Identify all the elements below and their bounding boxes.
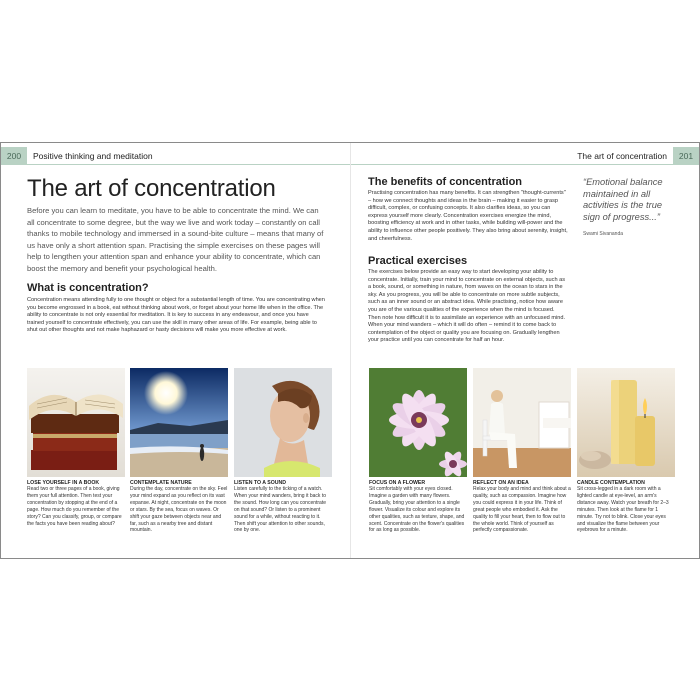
benefits-heading: The benefits of concentration	[368, 176, 523, 188]
book-photo	[27, 368, 125, 477]
tile-4-title: FOCUS ON A FLOWER	[369, 480, 426, 486]
left-page-number: 200	[1, 147, 27, 165]
nature-photo	[130, 368, 228, 477]
tile-3-text: Listen carefully to the ticking of a watch. When your mind wanders, bring it back to the sound. How long can you concentrate on that sound? Or listen to a prominent sound for a while, without reacting to it. Then shift your attention to other sounds, one by one.	[234, 486, 327, 534]
pull-quote: “Emotional balance maintained in all activities is the true sign of progress...”	[583, 177, 663, 222]
listening-photo	[234, 368, 332, 477]
left-page-header	[1, 147, 350, 165]
header-rule	[351, 164, 673, 165]
right-page-number: 201	[673, 147, 699, 165]
left-section-title: Positive thinking and meditation	[33, 151, 153, 161]
book-spread	[0, 142, 700, 559]
what-is-heading: What is concentration?	[27, 282, 149, 294]
reflect-photo	[473, 368, 571, 477]
right-section-title: The art of concentration	[577, 151, 667, 161]
tile-2-title: CONTEMPLATE NATURE	[130, 480, 192, 486]
page-gutter	[350, 143, 351, 558]
tile-6-text: Sit cross-legged in a dark room with a lighted candle at eye-level, an arm's distance away. Watch your breath for 2–3 minutes. Then look at the flame for 1 minute. Try not to blink. Close your eyes and visualize the flame between your eyebrows for a minute.	[577, 486, 669, 534]
quote-author: Swami Sivananda	[583, 231, 624, 237]
header-rule	[27, 164, 350, 165]
candle-photo	[577, 368, 675, 477]
intro-paragraph: Before you can learn to meditate, you have to be able to concentrate the mind. We can all concentrate to some degree, but the way we live and work today – constantly on call thanks to mobile technology and immersed in a sound-bite culture – means that many of us have only a short attention span. Practising the simple exercises on these pages will help to lengthen your attention span and enhance your ability to concentrate, which can boost the memory and benefit your psychological health.	[27, 206, 324, 273]
benefits-body: Practising concentration has many benefits. It can strengthen "thought-currents" – how we connect thoughts and ideas in the brain – making it easier to grasp difficult, complex, or confusing concepts. It also clarifies ideas, so you can express yourself more clearly. Concentration exercises energize the mind, boosting efficiency at work and in other tasks, while building will-power and the ability to influence other people positively. They also bring about serenity, insight, and cheerfulness.	[368, 190, 568, 242]
tile-1-title: LOSE YOURSELF IN A BOOK	[27, 480, 100, 486]
tile-3-title: LISTEN TO A SOUND	[234, 480, 286, 486]
tile-6-title: CANDLE CONTEMPLATION	[577, 480, 645, 486]
tile-4-text: Sit comfortably with your eyes closed. Imagine a garden with many flowers. Gradually, bring your attention to a single flower. Visualize its colour and explore its other qualities, such as texture, shape, and scent. Concentrate on the flower's qualities for as long as possible.	[369, 486, 465, 534]
page-title: The art of concentration	[27, 175, 276, 202]
tile-5-text: Relax your body and mind and think about a quality, such as compassion. Imagine how you could express it in your life. Think of great people who embodied it. Ask the quality to fill your heart, then to flow out to the whole world. Think of yourself as perfectly compassionate.	[473, 486, 571, 534]
flower-photo	[369, 368, 467, 477]
what-is-body: Concentration means attending fully to one thought or object for a substantial length of time. You are concentrating when you become engrossed in a book, eat without thinking about work, or forget about your home life when in the office. The ability to concentrate is not only essential for meditation. It is key to success in any endeavour, and once you have trained yourself to concentrate effectively, you can use the skill in many other areas of life. For example, being able to shut out other thoughts and not make haphazard or hasty decisions will make you more effective at work.	[27, 297, 325, 334]
tile-2-text: During the day, concentrate on the sky. Feel your mind expand as you reflect on its vast expanse. At night, concentrate on the moon or stars. By the sea, focus on waves. Or shift your gaze between objects near and far, such as a nearby tree and distant mountain.	[130, 486, 228, 534]
practical-heading: Practical exercises	[368, 255, 468, 267]
practical-body: The exercises below provide an easy way to start developing your ability to concentrate. Initially, train your mind to concentrate on external objects, such as a book, sound, or something in nature, from waves on the ocean to stars in the sky. As you progress, you will be able to concentrate on more subtle subjects, such as an inner sound or an abstract idea. While practising, notice how aware you are of the various qualities of the experience when the mind is focused. Then note how difficult it is to assimilate an experience with an unfocused mind. When your mind wanders – which it will do often – remind it to come back to contemplation of the object or quality you are focusing on. Gradually lengthen your practice until you can concentrate for half an hour.	[368, 269, 566, 344]
right-page-header	[351, 147, 699, 165]
tile-1-text: Read two or three pages of a book, giving them your full attention. Then test your concentration by stopping at the end of a page. How much do you remember of the story? Can you classify, group, or compare the facts you have been reading about?	[27, 486, 122, 527]
tile-5-title: REFLECT ON AN IDEA	[473, 480, 529, 486]
